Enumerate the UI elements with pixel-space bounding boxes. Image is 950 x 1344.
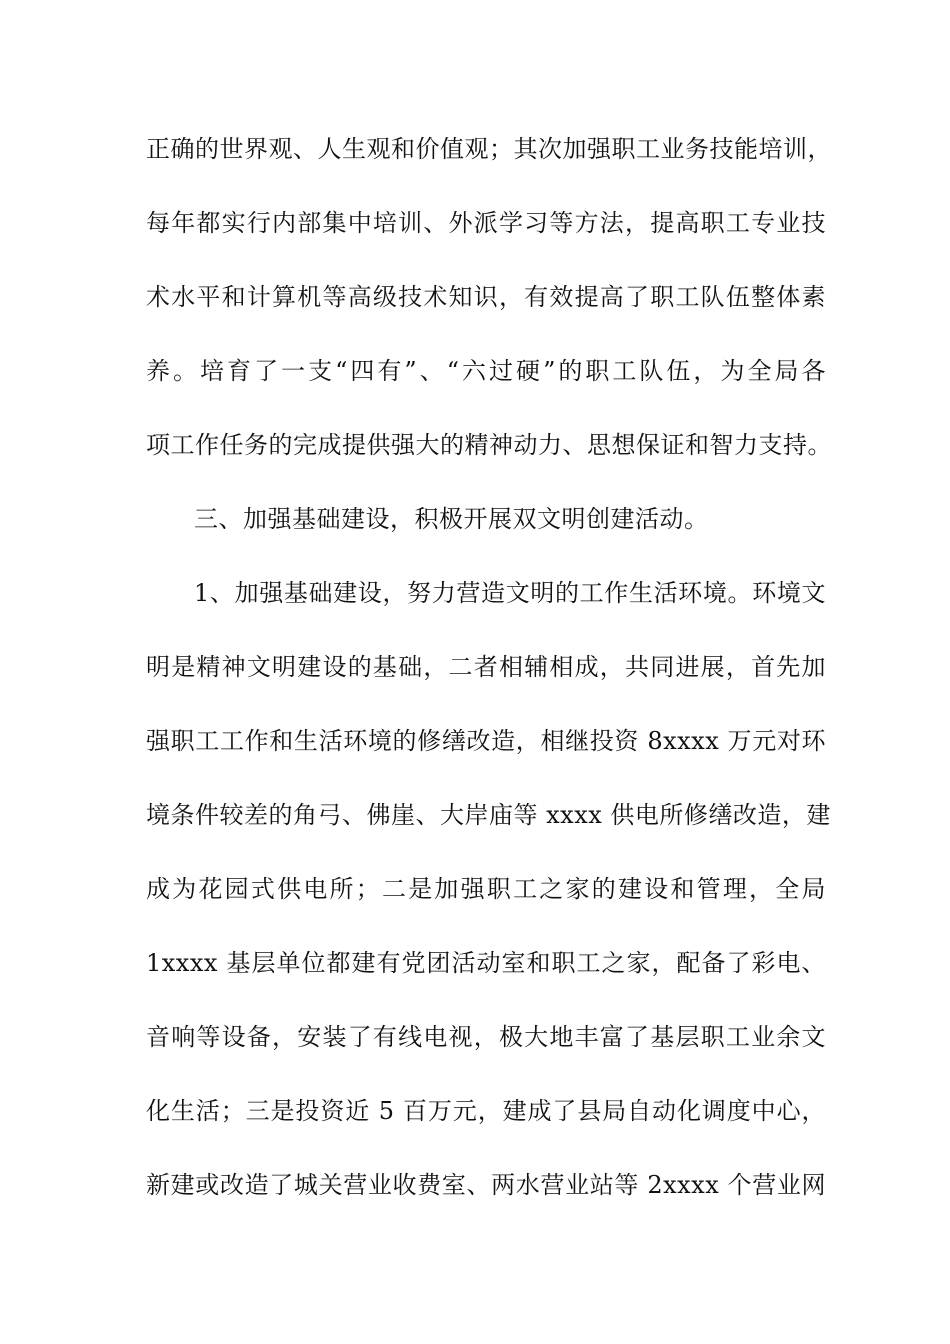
text-line: 术水平和计算机等高级技术知识，有效提高了职工队伍整体素 (146, 283, 826, 311)
text-line: 1xxxx 基层单位都建有党团活动室和职工之家，配备了彩电、 (146, 949, 826, 977)
text-line: 明是精神文明建设的基础，二者相辅相成，共同进展，首先加 (146, 653, 826, 681)
text-line: 音响等设备，安装了有线电视，极大地丰富了基层职工业余文 (146, 1023, 826, 1051)
text-line: 正确的世界观、人生观和价值观；其次加强职工业务技能培训， (146, 135, 832, 163)
text-line: 新建或改造了城关营业收费室、两水营业站等 2xxxx 个营业网 (146, 1171, 826, 1199)
section-heading: 三、加强基础建设，积极开展双文明创建活动。 (194, 505, 709, 533)
text-line: 成为花园式供电所；二是加强职工之家的建设和管理，全局 (146, 875, 826, 903)
text-line: 1、加强基础建设，努力营造文明的工作生活环境。环境文 (194, 579, 826, 607)
text-line: 每年都实行内部集中培训、外派学习等方法，提高职工专业技 (146, 209, 826, 237)
text-line: 境条件较差的角弓、佛崖、大岸庙等 xxxx 供电所修缮改造，建 (146, 801, 831, 829)
text-line: 养。培育了一支“四有”、“六过硬”的职工队伍，为全局各 (146, 357, 826, 385)
text-line: 强职工工作和生活环境的修缮改造，相继投资 8xxxx 万元对环 (146, 727, 826, 755)
body-text (146, 126, 832, 1236)
text-line: 化生活；三是投资近 5 百万元，建成了县局自动化调度中心， (146, 1097, 826, 1125)
text-line: 项工作任务的完成提供强大的精神动力、思想保证和智力支持。 (146, 431, 832, 459)
